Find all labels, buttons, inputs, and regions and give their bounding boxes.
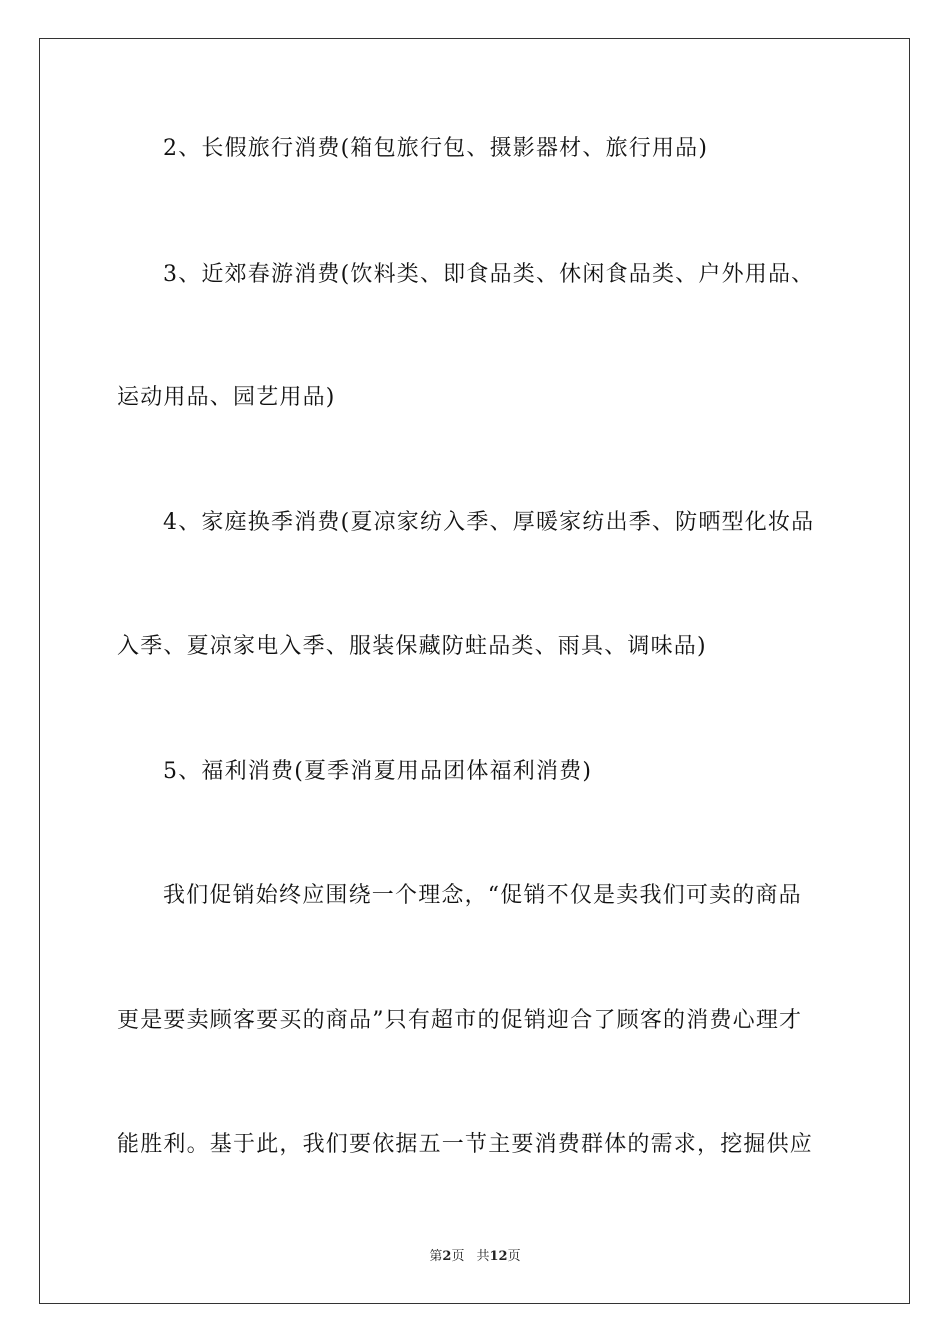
- page-prefix: 第: [429, 1249, 443, 1264]
- page-suffix: 页: [451, 1249, 465, 1264]
- total-suffix: 页: [507, 1249, 521, 1264]
- item-3-continuation: 运动用品、园艺用品): [117, 385, 336, 410]
- paragraph-promotion-line-2: 更是要卖顾客要买的商品”只有超市的促销迎合了顾客的消费心理才: [117, 1008, 803, 1033]
- total-pages: 12: [489, 1249, 508, 1264]
- item-5-welfare-consumption: 5、福利消费(夏季消夏用品团体福利消费): [163, 759, 593, 784]
- total-prefix: 共: [476, 1249, 490, 1264]
- paragraph-promotion-line-1: 我们促销始终应围绕一个理念，“促销不仅是卖我们可卖的商品: [163, 883, 802, 908]
- item-3-suburban-spring-outing: 3、近郊春游消费(饮料类、即食品类、休闲食品类、户外用品、: [163, 262, 815, 287]
- item-4-continuation: 入季、夏凉家电入季、服装保藏防蛀品类、雨具、调味品): [117, 634, 707, 659]
- item-2-long-holiday-travel: 2、长假旅行消费(箱包旅行包、摄影器材、旅行用品): [163, 136, 709, 161]
- page-border: [39, 38, 910, 1304]
- page-number: 2: [442, 1249, 452, 1264]
- item-4-household-season-change: 4、家庭换季消费(夏凉家纺入季、厚暖家纺出季、防晒型化妆品: [163, 510, 815, 535]
- page-footer: [0, 1248, 950, 1266]
- paragraph-promotion-line-3: 能胜利。基于此，我们要依据五一节主要消费群体的需求，挖掘供应: [117, 1132, 814, 1157]
